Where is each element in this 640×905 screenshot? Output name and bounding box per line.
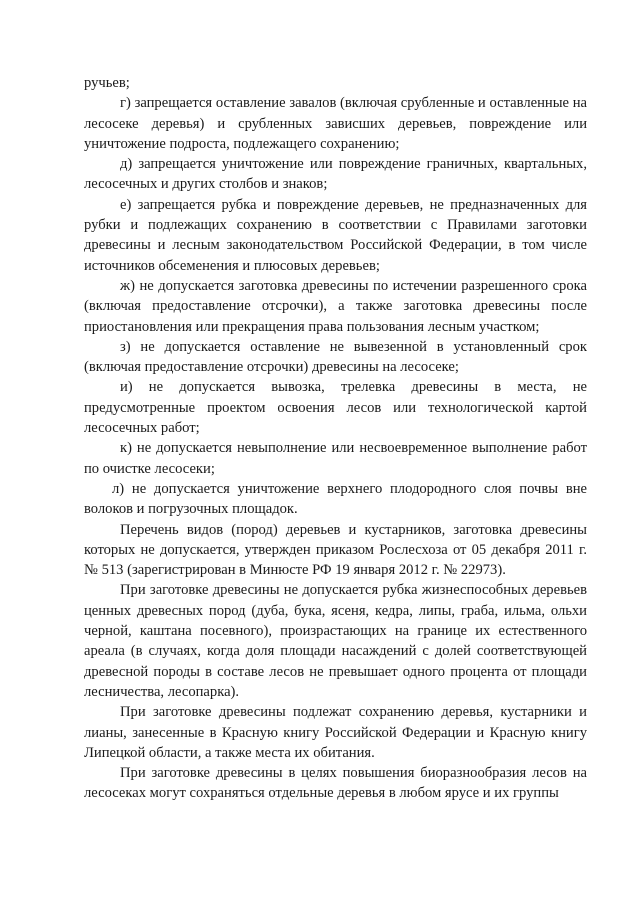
paragraph-valuable-species: При заготовке древесины не допускается рубка жизнеспособных деревьев ценных древесных пород (дуба, бука, ясеня, кедра, липы, граба, ильма, ольхи черной, каштана посевного), произрастающих на границе их естественного ареала (в случаях, когда доля площади насаждений с долей соответствующей древесной породы в составе лесов не превышает одного процента от площади лесничества, лесопарка).	[84, 582, 587, 700]
paragraph-biodiversity: При заготовке древесины в целях повышения биоразнообразия лесов на лесосеках могут сохраняться отдельные деревья в любом ярусе и их группы	[84, 765, 587, 802]
paragraph-item-k: к) не допускается невыполнение или несвоевременное выполнение работ по очистке лесосеки;	[84, 440, 587, 477]
paragraph-item-l: л) не допускается уничтожение верхнего плодородного слоя почвы вне волоков и погрузочных площадок.	[84, 480, 587, 518]
document-page	[84, 73, 587, 804]
paragraph-item-g: г) запрещается оставление завалов (включая срубленные и оставленные на лесосеке деревья) и срубленных зависших деревьев, повреждение или уничтожение подроста, подлежащего сохранению;	[84, 95, 587, 152]
paragraph-red-book: При заготовке древесины подлежат сохранению деревья, кустарники и лианы, занесенные в Красную книгу Российской Федерации и Красную книгу Липецкой области, а также места их обитания.	[84, 704, 587, 761]
paragraph-item-i: и) не допускается вывозка, трелевка древесины в места, не предусмотренные проектом освоения лесов или технологической картой лесосечных работ;	[84, 379, 587, 437]
paragraph-item-e: е) запрещается рубка и повреждение деревьев, не предназначенных для рубки и подлежащих сохранению в соответствии с Правилами заготовки древесины и лесным законодательством Российской Федерации, в том числе источников обсеменения и плюсовых деревьев;	[84, 196, 587, 274]
paragraph-item-zh: ж) не допускается заготовка древесины по истечении разрешенного срока (включая предоставление отсрочки), а также заготовка древесины после приостановления или прекращения права пользования лесным участком;	[84, 277, 587, 335]
paragraph-item-z: з) не допускается оставление не вывезенной в установленный срок (включая предоставление отсрочки) древесины на лесосеке;	[84, 338, 587, 376]
paragraph-item-d: д) запрещается уничтожение или повреждение граничных, квартальных, лесосечных и других столбов и знаков;	[84, 156, 587, 193]
paragraph-continuation: ручьев;	[84, 75, 130, 91]
paragraph-species-list: Перечень видов (пород) деревьев и кустарников, заготовка древесины которых не допускается, утвержден приказом Рослесхоза от 05 декабря 2011 г. № 513 (зарегистрирован в Минюсте РФ 19 января 2012 г. № 22973).	[84, 521, 587, 579]
